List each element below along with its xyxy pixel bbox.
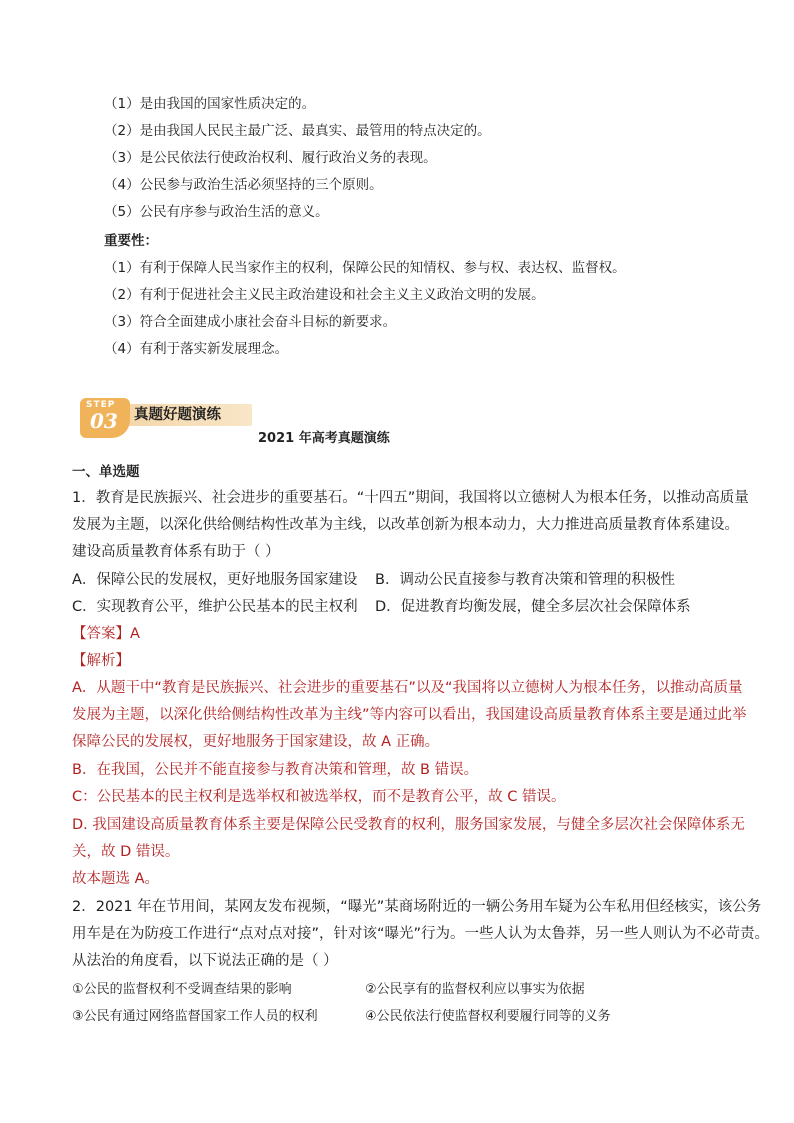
section-heading: 一、单选题 — [72, 464, 140, 480]
q1-option-a: A．保障公民的发展权，更好地服务国家建设 — [72, 572, 358, 588]
q1-stem-line-3: 建设高质量教育体系有助于（ ） — [72, 544, 280, 560]
q1-analysis-line-2: 发展为主题，以深化供给侧结构性改革为主线”等内容可以看出，我国建设高质量教育体系主要是通过此举 — [72, 707, 747, 723]
importance-item-1: （1）有利于保障人民当家作主的权利，保障公民的知情权、参与权、表达权、监督权。 — [104, 260, 626, 276]
q2-option-3: ③公民有通过网络监督国家工作人员的权利 — [72, 1009, 318, 1024]
q1-option-c: C．实现教育公平，维护公民基本的民主权利 — [72, 599, 358, 615]
reason-5: （5）公民有序参与政治生活的意义。 — [104, 204, 329, 220]
q2-stem-line-2: 用车是在为防疫工作进行“点对点对接”，针对该“曝光”行为。一些人认为太鲁莽，另一些人则认为不必苛责。 — [72, 926, 770, 942]
q1-analysis-line-6: D. 我国建设高质量教育体系主要是保障公民受教育的权利，服务国家发展，与健全多层次社会保障体系无 — [72, 817, 745, 833]
step-word: STEP — [86, 400, 116, 410]
q2-stem-line-1: 2．2021 年在节用间，某网友发布视频，“曝光”某商场附近的一辆公务用车疑为公车私用但经核实，该公务 — [72, 899, 762, 915]
step-banner — [80, 398, 252, 434]
q1-analysis-line-7: 关，故 D 错误。 — [72, 844, 180, 860]
q1-analysis-line-4: B．在我国，公民并不能直接参与教育决策和管理，故 B 错误。 — [72, 762, 479, 778]
reason-1: （1）是由我国的国家性质决定的。 — [104, 96, 316, 112]
q2-option-4: ④公民依法行使监督权利要履行同等的义务 — [365, 1009, 611, 1024]
reason-3: （3）是公民依法行使政治权利、履行政治义务的表现。 — [104, 150, 437, 166]
q1-stem-line-1: 1．教育是民族振兴、社会进步的重要基石。“十四五”期间，我国将以立德树人为根本任务，以推动高质量 — [72, 490, 749, 506]
q2-stem-line-3: 从法治的角度看，以下说法正确的是（ ） — [72, 953, 338, 969]
q1-conclusion: 故本题选 A。 — [72, 871, 160, 887]
importance-heading: 重要性： — [104, 233, 158, 249]
q1-answer: 【答案】A — [72, 626, 140, 642]
q2-option-1: ①公民的监督权利不受调查结果的影响 — [72, 982, 292, 997]
q1-option-b: B．调动公民直接参与教育决策和管理的积极性 — [375, 572, 675, 588]
importance-item-2: （2）有利于促进社会主义民主政治建设和社会主义主义政治文明的发展。 — [104, 287, 545, 303]
reason-2: （2）是由我国人民民主最广泛、最真实、最管用的特点决定的。 — [104, 123, 491, 139]
q1-analysis-line-1: A．从题干中“教育是民族振兴、社会进步的重要基石”以及“我国将以立德树人为根本任务，以推动高质量 — [72, 680, 743, 696]
q1-analysis-line-5: C：公民基本的民主权利是选举权和被选举权，而不是教育公平，故 C 错误。 — [72, 789, 566, 805]
step-title: 真题好题演练 — [134, 407, 221, 423]
importance-item-4: （4）有利于落实新发展理念。 — [104, 341, 289, 357]
q2-option-2: ②公民享有的监督权利应以事实为依据 — [365, 982, 585, 997]
section-title: 2021 年高考真题演练 — [258, 431, 390, 446]
q1-analysis-line-3: 保障公民的发展权，更好地服务于国家建设，故 A 正确。 — [72, 734, 440, 750]
step-number: 03 — [90, 409, 118, 433]
q1-option-d: D．促进教育均衡发展，健全多层次社会保障体系 — [375, 599, 691, 615]
importance-item-3: （3）符合全面建成小康社会奋斗目标的新要求。 — [104, 314, 397, 330]
reason-4: （4）公民参与政治生活必须坚持的三个原则。 — [104, 177, 383, 193]
q1-stem-line-2: 发展为主题，以深化供给侧结构性改革为主线，以改革创新为根本动力，大力推进高质量教育体系建设。 — [72, 517, 739, 533]
step-badge-icon — [80, 398, 130, 438]
q1-analysis-label: 【解析】 — [72, 653, 130, 669]
